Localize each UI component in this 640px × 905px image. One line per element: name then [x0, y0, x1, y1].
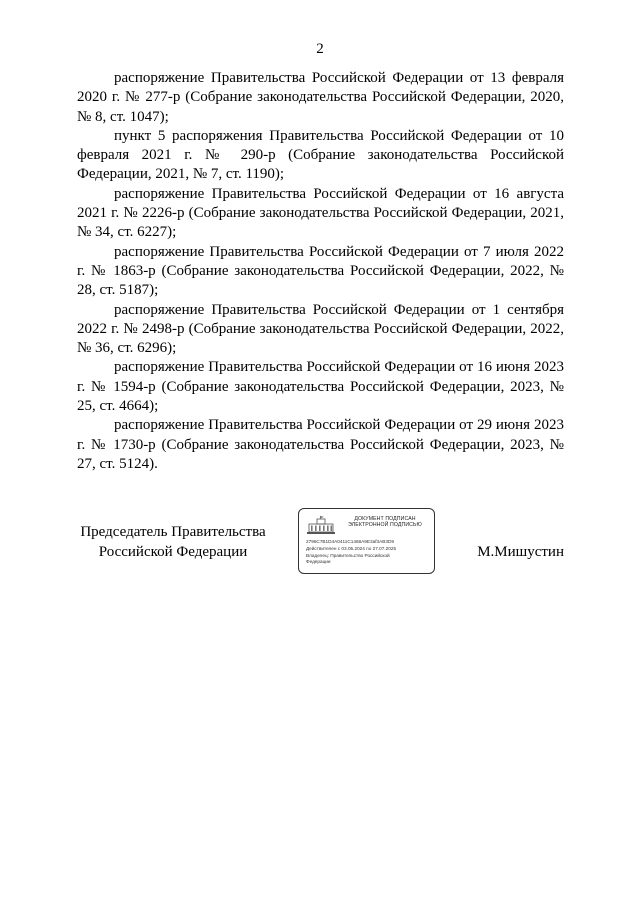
stamp-validity: Действителен с 03.05.2024 по 27.07.2025 — [306, 546, 397, 551]
paragraph: распоряжение Правительства Российской Федерации от 1 сентября 2022 г. № 2498-р (Собрание законодательства Российской Федерации, 2022, № 36, ст. 6296); — [77, 301, 564, 357]
signer-name: М.Мишустин — [477, 544, 564, 560]
stamp-heading-line: ДОКУМЕНТ ПОДПИСАН — [354, 516, 416, 522]
page-number: 2 — [316, 41, 324, 57]
paragraph: распоряжение Правительства Российской Федерации от 13 февраля 2020 г. № 277-р (Собрание законодательства Российской Федерации, 2020, № 8, ст. 1047); — [77, 70, 564, 125]
paragraph: распоряжение Правительства Российской Федерации от 7 июля 2022 г. № 1863-р (Собрание законодательства Российской Федерации, 2022, № 28, ст. 5187); — [77, 243, 564, 299]
stamp-owner: Федерации — [306, 559, 331, 564]
signer-title-line: Председатель Правительства — [80, 524, 266, 540]
stamp-heading — [339, 516, 431, 529]
paragraph: распоряжение Правительства Российской Федерации от 29 июня 2023 г. № 1730-р (Собрание законодательства Российской Федерации, 2023, № 27, ст. 5124). — [77, 417, 564, 472]
signer-title-line: Российской Федерации — [98, 544, 248, 560]
paragraph: распоряжение Правительства Российской Федерации от 16 августа 2021 г. № 2226-р (Собрание законодательства Российской Федерации, 2021, № 34, ст. 6227); — [77, 185, 564, 241]
paragraph: распоряжение Правительства Российской Федерации от 16 июня 2023 г. № 1594-р (Собрание законодательства Российской Федерации, 2023, № 25, ст. 4664); — [77, 359, 564, 415]
stamp-owner: Владелец: Правительство Российской — [306, 553, 390, 558]
electronic-signature-stamp — [298, 508, 435, 574]
government-building-icon — [306, 515, 336, 535]
document-body — [77, 69, 564, 474]
paragraph: пункт 5 распоряжения Правительства Российской Федерации от 10 февраля 2021 г. № 290-р (Собрание законодательства Российской Федерации, 2021, № 7, ст. 1190); — [77, 127, 564, 183]
stamp-heading-line: ЭЛЕКТРОННОЙ ПОДПИСЬЮ — [348, 522, 422, 529]
signer-title — [78, 522, 268, 562]
stamp-certificate-number: 2796C7B1D4A0411C1468A9E3af3AB3D9 — [306, 539, 395, 544]
